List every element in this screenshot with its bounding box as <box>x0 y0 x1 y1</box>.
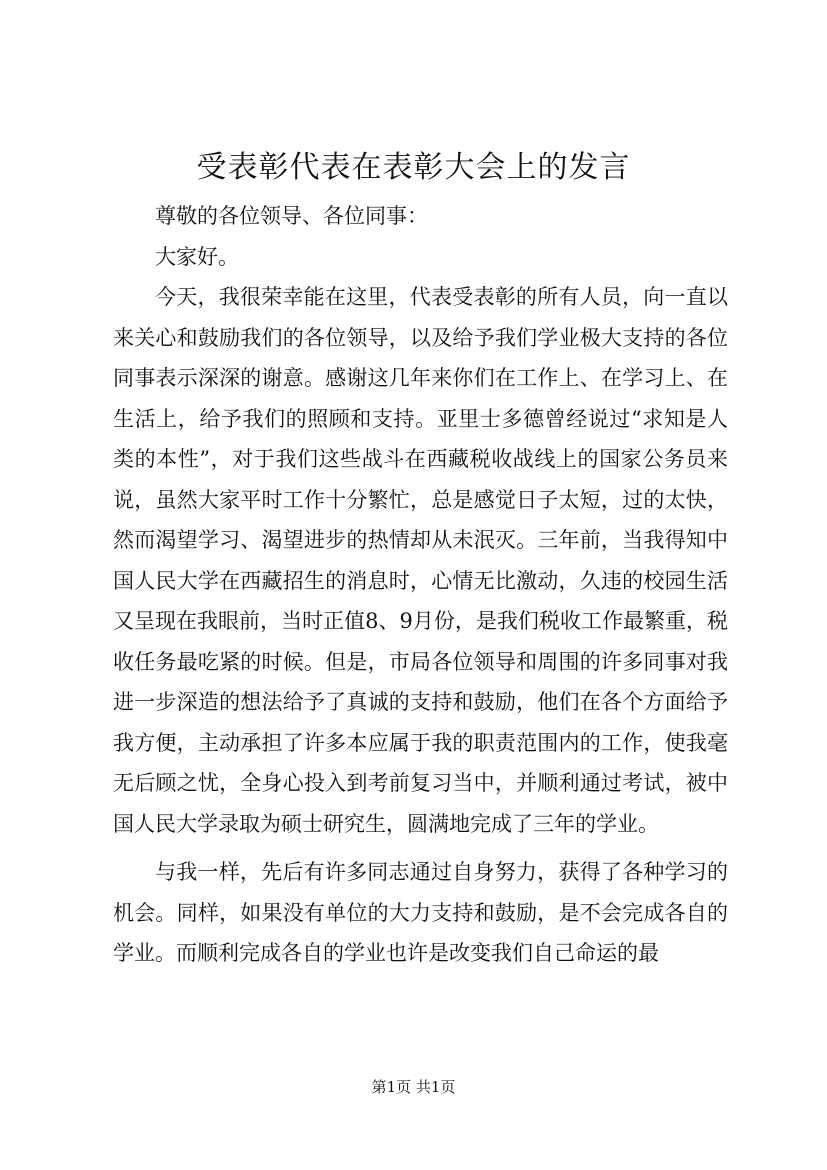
greeting-paragraph: 大家好。 <box>155 244 239 269</box>
salutation-paragraph: 尊敬的各位领导、各位同事： <box>155 204 428 228</box>
body-paragraph-2: 与我一样，先后有许多同志通过自身努力，获得了各种学习的机会。同样，如果没有单位的大力支持和鼓励，是不会完成各自的学业。而顺利完成各自的学业也许是改变我们自己命运的最 <box>113 860 728 965</box>
document-title: 受表彰代表在表彰大会上的发言 <box>196 150 631 185</box>
document-body <box>113 196 728 974</box>
page-footer: 第1页 共1页 <box>371 1078 456 1096</box>
body-paragraph-1: 今天，我很荣幸能在这里，代表受表彰的所有人员，向一直以来关心和鼓励我们的各位领导，以及给予我们学业极大支持的各位同事表示深深的谢意。感谢这几年来你们在工作上、在学习上、在生活上，给予我们的照顾和支持。亚里士多德曾经说过“求知是人类的本性”，对于我们这些战斗在西藏税收战线上的国家公务员来说，虽然大家平时工作十分繁忙，总是感觉日子太短，过的太快，然而渴望学习、渴望进步的热情却从未泯灭。三年前，当我得知中国人民大学在西藏招生的消息时，心情无比激动，久违的校园生活又呈现在我眼前，当时正值8、9月份，是我们税收工作最繁重，税收任务最吃紧的时候。但是，市局各位领导和周围的许多同事对我进一步深造的想法给予了真诚的支持和鼓励，他们在各个方面给予我方便，主动承担了许多本应属于我的职责范围内的工作，使我毫无后顾之忧，全身心投入到考前复习当中，并顺利通过考试，被中国人民大学录取为硕士研究生，圆满地完成了三年的学业。 <box>113 285 728 836</box>
